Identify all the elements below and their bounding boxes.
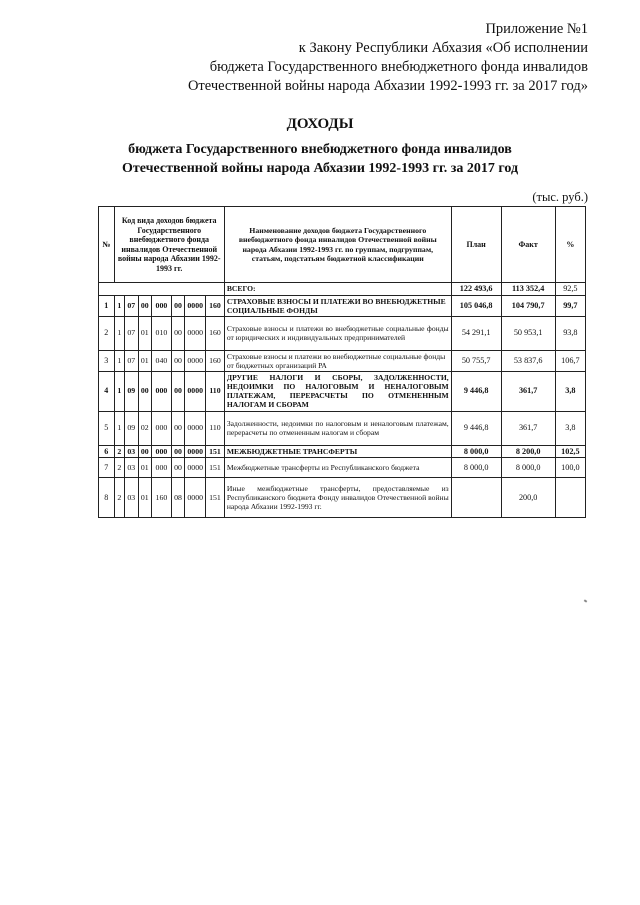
- code-part: 110: [206, 371, 225, 411]
- row-plan: 9 446,8: [451, 411, 501, 445]
- table-row: [99, 445, 586, 458]
- code-part: 00: [138, 295, 152, 316]
- row-name: Задолженности, недоимки по налоговым и неналоговым платежам, перерасчеты по отмененным налогам и сборам: [224, 411, 451, 445]
- code-part: 1: [114, 411, 124, 445]
- code-part: 01: [138, 316, 152, 350]
- table-body: [99, 207, 586, 518]
- row-name: Страховые взносы и платежи во внебюджетные социальные фонды от бюджетных организаций РА: [224, 350, 451, 371]
- code-part: 160: [152, 478, 172, 518]
- row-plan: 54 291,1: [451, 316, 501, 350]
- code-part: 07: [124, 350, 138, 371]
- code-part: 1: [114, 295, 124, 316]
- code-part: 00: [171, 458, 185, 478]
- document-title: ДОХОДЫ: [286, 116, 354, 132]
- table-row: [99, 478, 586, 518]
- table-row: [99, 295, 586, 316]
- code-part: 0000: [185, 478, 206, 518]
- total-pct: 92,5: [555, 283, 585, 296]
- code-part: 0000: [185, 295, 206, 316]
- code-part: 040: [152, 350, 172, 371]
- document-subtitle: [0, 140, 640, 178]
- row-name: ДРУГИЕ НАЛОГИ И СБОРЫ, ЗАДОЛЖЕННОСТИ, НЕДОИМКИ ПО НАЛОГОВЫМ И НЕНАЛОГОВЫМ ПЛАТЕЖАМ, ПЕРЕРАСЧЕТЫ ПО ОТМЕНЕННЫМ НАЛОГАМ И СБОРАМ: [224, 371, 451, 411]
- scan-speck: [584, 599, 588, 602]
- code-part: 00: [138, 445, 152, 458]
- code-part: 151: [206, 478, 225, 518]
- row-fact: 104 790,7: [501, 295, 555, 316]
- code-part: 1: [114, 316, 124, 350]
- code-part: 0000: [185, 316, 206, 350]
- row-pct: 100,0: [555, 458, 585, 478]
- code-part: 00: [171, 350, 185, 371]
- row-pct: [555, 478, 585, 518]
- code-part: 0000: [185, 411, 206, 445]
- code-part: 160: [206, 295, 225, 316]
- row-pct: 3,8: [555, 371, 585, 411]
- code-part: 01: [138, 458, 152, 478]
- code-part: 1: [114, 350, 124, 371]
- code-part: 00: [171, 295, 185, 316]
- row-plan: 105 046,8: [451, 295, 501, 316]
- row-name: СТРАХОВЫЕ ВЗНОСЫ И ПЛАТЕЖИ ВО ВНЕБЮДЖЕТНЫЕ СОЦИАЛЬНЫЕ ФОНДЫ: [224, 295, 451, 316]
- table-row: [99, 458, 586, 478]
- row-name: Иные межбюджетные трансферты, предоставляемые из Республиканского бюджета Фонду инвалидов Отечественной войны народа Абхазии 1992-1993 гг.: [224, 478, 451, 518]
- row-number: 8: [99, 478, 115, 518]
- total-plan: 122 493,6: [451, 283, 501, 296]
- row-name: Страховые взносы и платежи во внебюджетные социальные фонды от юридических и индивидуальных предпринимателей: [224, 316, 451, 350]
- code-part: 2: [114, 458, 124, 478]
- code-part: 03: [124, 458, 138, 478]
- row-fact: 361,7: [501, 371, 555, 411]
- code-part: 000: [152, 371, 172, 411]
- row-fact: 53 837,6: [501, 350, 555, 371]
- code-part: 07: [124, 316, 138, 350]
- table-row: [99, 371, 586, 411]
- header-pct: %: [555, 207, 585, 283]
- header-name: Наименование доходов бюджета Государственного внебюджетного фонда инвалидов Отечественной войны народа Абхазии 1992-1993 гг. по группам, подгруппам, статьям, подстатьям бюджетной классификации: [224, 207, 451, 283]
- code-part: 01: [138, 478, 152, 518]
- table-row: [99, 350, 586, 371]
- code-part: 2: [114, 478, 124, 518]
- code-part: 110: [206, 411, 225, 445]
- code-part: 00: [171, 371, 185, 411]
- code-part: 0000: [185, 445, 206, 458]
- code-part: 000: [152, 411, 172, 445]
- row-number: 5: [99, 411, 115, 445]
- row-number: 2: [99, 316, 115, 350]
- row-fact: 200,0: [501, 478, 555, 518]
- code-part: 151: [206, 445, 225, 458]
- row-number: 7: [99, 458, 115, 478]
- code-part: 0000: [185, 371, 206, 411]
- header-fact: Факт: [501, 207, 555, 283]
- code-part: 2: [114, 445, 124, 458]
- code-part: 07: [124, 295, 138, 316]
- code-part: 02: [138, 411, 152, 445]
- appendix-line-1: Приложение №1: [485, 21, 588, 37]
- code-part: 000: [152, 458, 172, 478]
- code-part: 00: [171, 316, 185, 350]
- code-part: 160: [206, 350, 225, 371]
- code-part: 000: [152, 295, 172, 316]
- row-number: 1: [99, 295, 115, 316]
- code-part: 160: [206, 316, 225, 350]
- table-row: [99, 316, 586, 350]
- code-part: 0000: [185, 458, 206, 478]
- row-pct: 99,7: [555, 295, 585, 316]
- total-label: ВСЕГО:: [224, 283, 451, 296]
- row-name: МЕЖБЮДЖЕТНЫЕ ТРАНСФЕРТЫ: [224, 445, 451, 458]
- code-part: 010: [152, 316, 172, 350]
- revenue-table: [98, 206, 586, 518]
- code-part: 00: [138, 371, 152, 411]
- table-row: [99, 411, 586, 445]
- row-pct: 3,8: [555, 411, 585, 445]
- row-plan: 50 755,7: [451, 350, 501, 371]
- row-plan: 9 446,8: [451, 371, 501, 411]
- subtitle-line-1: бюджета Государственного внебюджетного фонда инвалидов: [128, 142, 512, 157]
- row-pct: 93,8: [555, 316, 585, 350]
- code-part: 00: [171, 445, 185, 458]
- appendix-line-3: бюджета Государственного внебюджетного фонда инвалидов: [209, 59, 588, 75]
- appendix-line-2: к Закону Республики Абхазия «Об исполнении: [298, 40, 588, 56]
- code-part: 1: [114, 371, 124, 411]
- code-part: 151: [206, 458, 225, 478]
- header-code: Код вида доходов бюджета Государственного внебюджетного фонда инвалидов Отечественной войны народа Абхазии 1992-1993 гг.: [114, 207, 224, 283]
- header-num: №: [99, 207, 115, 283]
- code-part: 01: [138, 350, 152, 371]
- header-plan: План: [451, 207, 501, 283]
- total-row: [99, 283, 586, 296]
- row-fact: 50 953,1: [501, 316, 555, 350]
- row-number: 6: [99, 445, 115, 458]
- table-header-row: [99, 207, 586, 283]
- row-number: 4: [99, 371, 115, 411]
- code-part: 09: [124, 371, 138, 411]
- row-plan: [451, 478, 501, 518]
- row-fact: 8 000,0: [501, 458, 555, 478]
- code-part: 08: [171, 478, 185, 518]
- code-part: 0000: [185, 350, 206, 371]
- row-plan: 8 000,0: [451, 458, 501, 478]
- subtitle-line-2: Отечественной войны народа Абхазии 1992-1993 гг. за 2017 год: [121, 161, 519, 176]
- appendix-line-4: Отечественной войны народа Абхазии 1992-1993 гг. за 2017 год»: [187, 78, 588, 94]
- code-part: 03: [124, 445, 138, 458]
- row-name: Межбюджетные трансферты из Республиканского бюджета: [224, 458, 451, 478]
- code-part: 09: [124, 411, 138, 445]
- total-code-blank: [99, 283, 225, 296]
- code-part: 03: [124, 478, 138, 518]
- units-label: (тыс. руб.): [532, 190, 588, 204]
- code-part: 000: [152, 445, 172, 458]
- total-fact: 113 352,4: [501, 283, 555, 296]
- row-pct: 102,5: [555, 445, 585, 458]
- row-pct: 106,7: [555, 350, 585, 371]
- row-number: 3: [99, 350, 115, 371]
- row-plan: 8 000,0: [451, 445, 501, 458]
- row-fact: 8 200,0: [501, 445, 555, 458]
- code-part: 00: [171, 411, 185, 445]
- appendix-header: [188, 20, 588, 96]
- row-fact: 361,7: [501, 411, 555, 445]
